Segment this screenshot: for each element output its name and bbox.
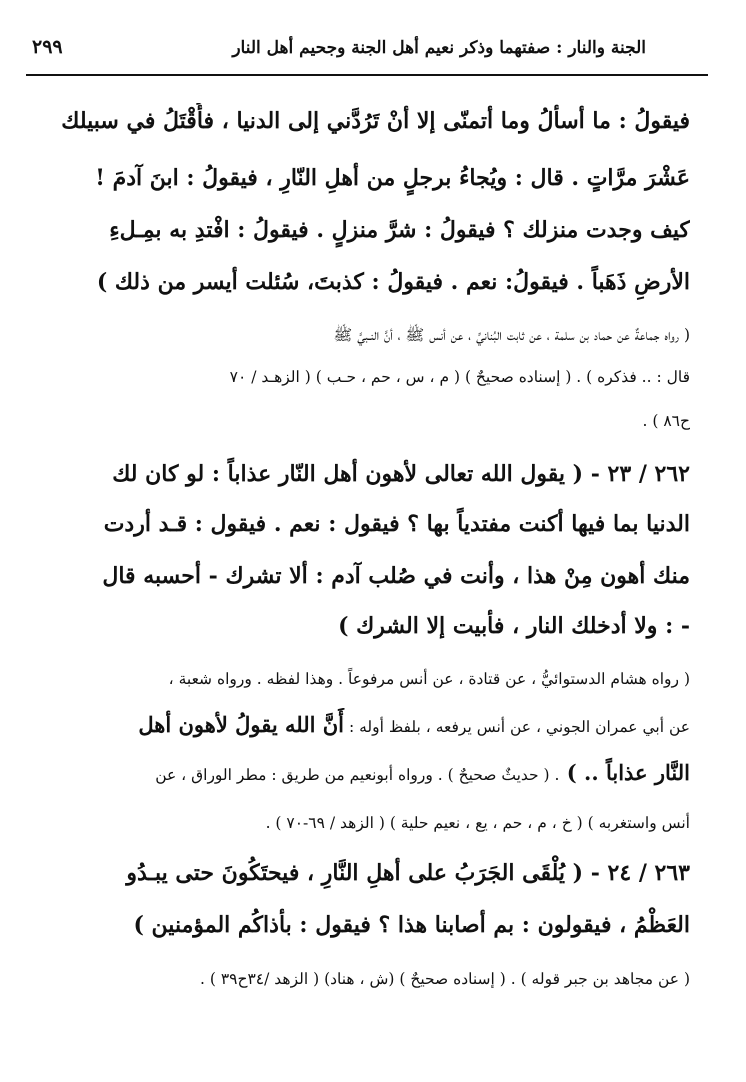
note-prev-line-1: ( رواه جماعةٌ عن حماد بن سلمة ، عن ثابت البُنانيِّ ، عن أنس ﷺ ، أنَّ النـبيَّ ﷺ: [333, 326, 690, 344]
note-262-line-1: ( رواه هشام الدستوائيُّ ، عن قتادة ، عن أنس مرفوعاً . وهذا لفظه . ورواه شعبة ،: [168, 670, 690, 688]
hadith-prev-line-4: الأرضِ ذَهَباً . فيقولُ: نعم . فيقولُ : كذبتَ، سُئلت أيسر من ذلك ): [96, 269, 690, 295]
hadith-262-line-2: الدنيا بما فيها أكنت مفتدياً بها ؟ فيقول : نعم . فيقول : قـد أردت: [103, 511, 690, 537]
page-header: [30, 30, 646, 70]
hadith-prev-line-2: عَشْرَ مرَّاتٍ . قال : ويُجاءُ برجلٍ من أهلِ النّارِ ، فيقولُ : ابنَ آدمَ !: [95, 165, 690, 191]
note-262-line-2: [60, 708, 690, 742]
note-262-line-3: [60, 756, 690, 790]
header-rule: [26, 74, 708, 76]
hadith-262-line-3: منك أهون مِنْ هذا ، وأنت في صُلب آدم : ألا تشرك - أحسبه قال: [102, 563, 690, 589]
hadith-262-line-1: ٢٦٢ / ٢٣ - ( يقول الله تعالى لأهون أهل النّار عذاباً : لو كان لك: [112, 461, 690, 487]
note-262-line-3-text: . ( حديثٌ صحيحٌ ) . ورواه أبونعيم من طريق : مطر الوراق ، عن: [155, 766, 560, 784]
hadith-262-line-4: - : ولا أدخلك النار ، فأبيت إلا الشرك ): [338, 613, 690, 639]
note-262-quoted-text: أَنَّ الله يقولُ لأهون أهل: [138, 712, 345, 737]
hadith-prev-line-1: فيقولُ : ما أسألُ وما أتمنّى إلا أنْ تَرُدَّني إلى الدنيا ، فأُقْتَلُ في سبيلك: [61, 108, 690, 134]
page-number: ٢٩٩: [32, 36, 63, 58]
hadith-prev-line-3: كيف وجدت منزلك ؟ فيقولُ : شرَّ منزلٍ . فيقولُ : افْتدِ به بمِـلءِ: [109, 217, 690, 243]
note-262-line-4: أنس واستغربه ) ( خ ، م ، حم ، يع ، نعيم حلية ) ( الزهد / ٦٩-٧٠ ) .: [265, 814, 690, 832]
hadith-263-line-1: ٢٦٣ / ٢٤ - ( يُلْقَى الجَرَبُ على أهلِ النَّارِ ، فيحتَكُونَ حتى يبـدُو: [126, 860, 690, 886]
note-262-line-2-text: عن أبي عمران الجوني ، عن أنس يرفعه ، بلفظ أوله :: [344, 718, 690, 736]
note-prev-line-2: قال : .. فذكره ) . ( إسناده صحيحٌ ) ( م ، س ، حم ، حـب ) ( الزهـد / ٧٠: [229, 368, 690, 386]
running-title: الجنة والنار : صفتهما وذكر نعيم أهل الجنة وجحيم أهل النار: [232, 38, 646, 58]
note-262-quoted-text-end: النَّار عذاباً .. ): [559, 760, 690, 785]
note-263-line-1: ( عن مجاهد بن جبر قوله ) . ( إسناده صحيحٌ ) (ش ، هناد) ( الزهد /٣٤ح٣٩ ) .: [199, 970, 690, 988]
hadith-263-line-2: العَظْمُ ، فيقولون : بم أصابنا هذا ؟ فيقول : بأذاكُم المؤمنين ): [133, 912, 690, 938]
note-prev-line-3: ح٨٦ ) .: [642, 412, 690, 430]
